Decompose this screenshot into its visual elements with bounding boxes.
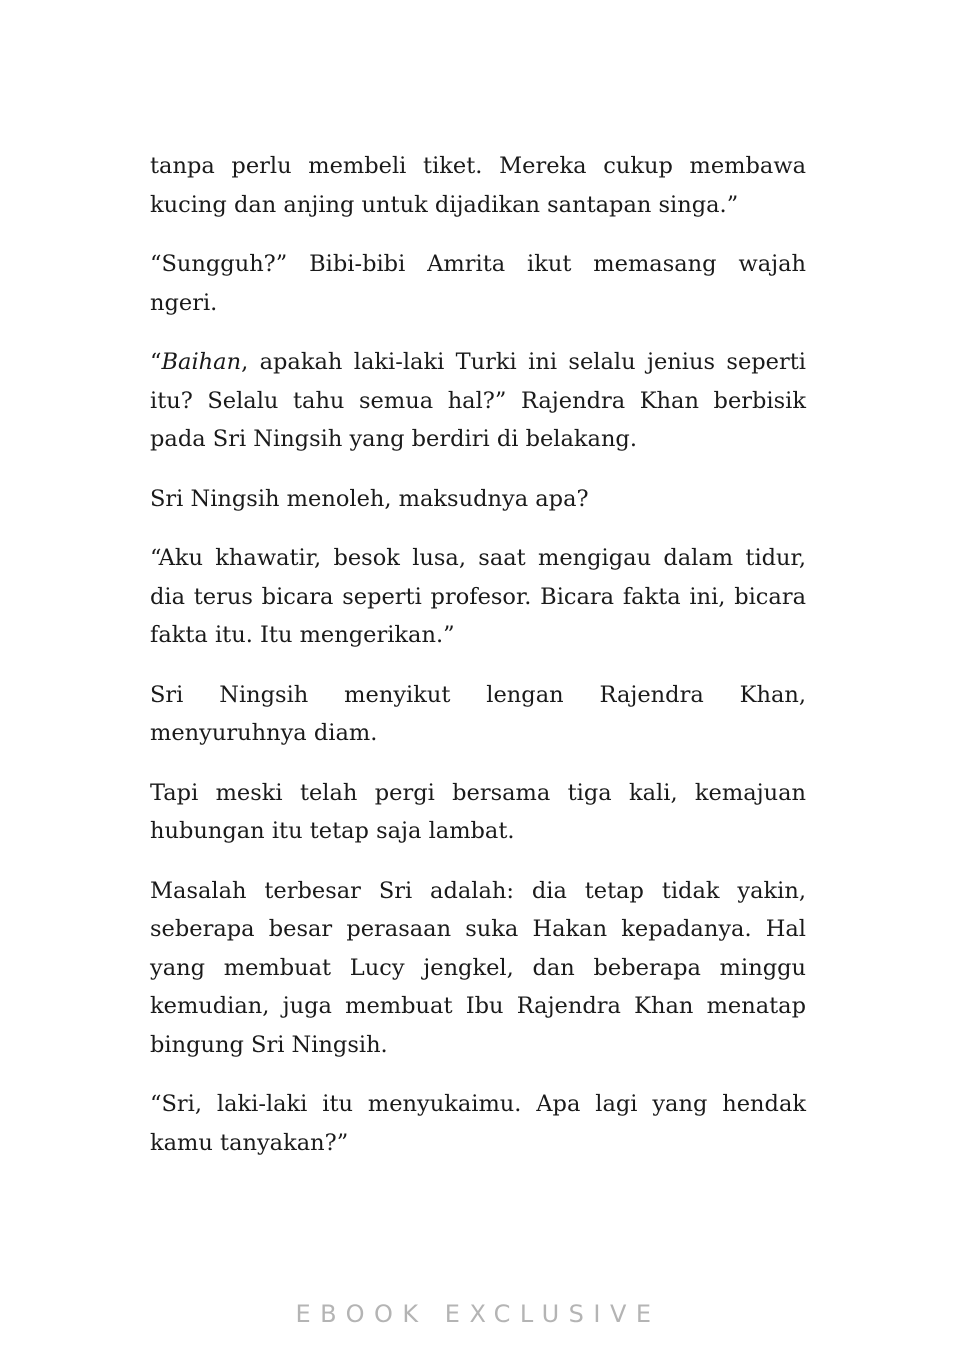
- paragraph-3: [150, 343, 806, 459]
- paragraph-8: Masalah terbesar Sri adalah: dia tetap tidak yakin, seberapa besar perasaan suka Hakan kepadanya. Hal yang membuat Lucy jengkel, dan beberapa minggu kemudian, juga membuat Ibu Rajendra Khan menatap bingung Sri Ningsih.: [150, 877, 806, 1058]
- paragraph-3-rest: , apakah laki-laki Turki ini selalu jenius seperti itu? Selalu tahu semua hal?” Rajendra Khan berbisik pada Sri Ningsih yang berdiri di belakang.: [150, 349, 806, 452]
- ebook-exclusive-footer: EBOOK EXCLUSIVE: [295, 1300, 661, 1328]
- body-text: [150, 147, 806, 1183]
- paragraph-4: Sri Ningsih menoleh, maksudnya apa?: [150, 485, 589, 512]
- paragraph-3-open-quote: “: [150, 349, 162, 375]
- paragraph-2: “Sungguh?” Bibi-bibi Amrita ikut memasang wajah ngeri.: [150, 251, 806, 316]
- paragraph-3-italic-word: Baihan: [161, 349, 242, 375]
- paragraph-1: tanpa perlu membeli tiket. Mereka cukup membawa kucing dan anjing untuk dijadikan santapan singa.”: [150, 153, 806, 218]
- paragraph-7: Tapi meski telah pergi bersama tiga kali, kemajuan hubungan itu tetap saja lambat.: [150, 779, 806, 844]
- paragraph-6: Sri Ningsih menyikut lengan Rajendra Khan, menyuruhnya diam.: [150, 681, 806, 746]
- paragraph-9: “Sri, laki-laki itu menyukaimu. Apa lagi yang hendak kamu tanyakan?”: [150, 1091, 806, 1156]
- paragraph-5: “Aku khawatir, besok lusa, saat mengigau dalam tidur, dia terus bicara seperti profesor. Bicara fakta ini, bicara fakta itu. Itu mengerikan.”: [150, 545, 806, 648]
